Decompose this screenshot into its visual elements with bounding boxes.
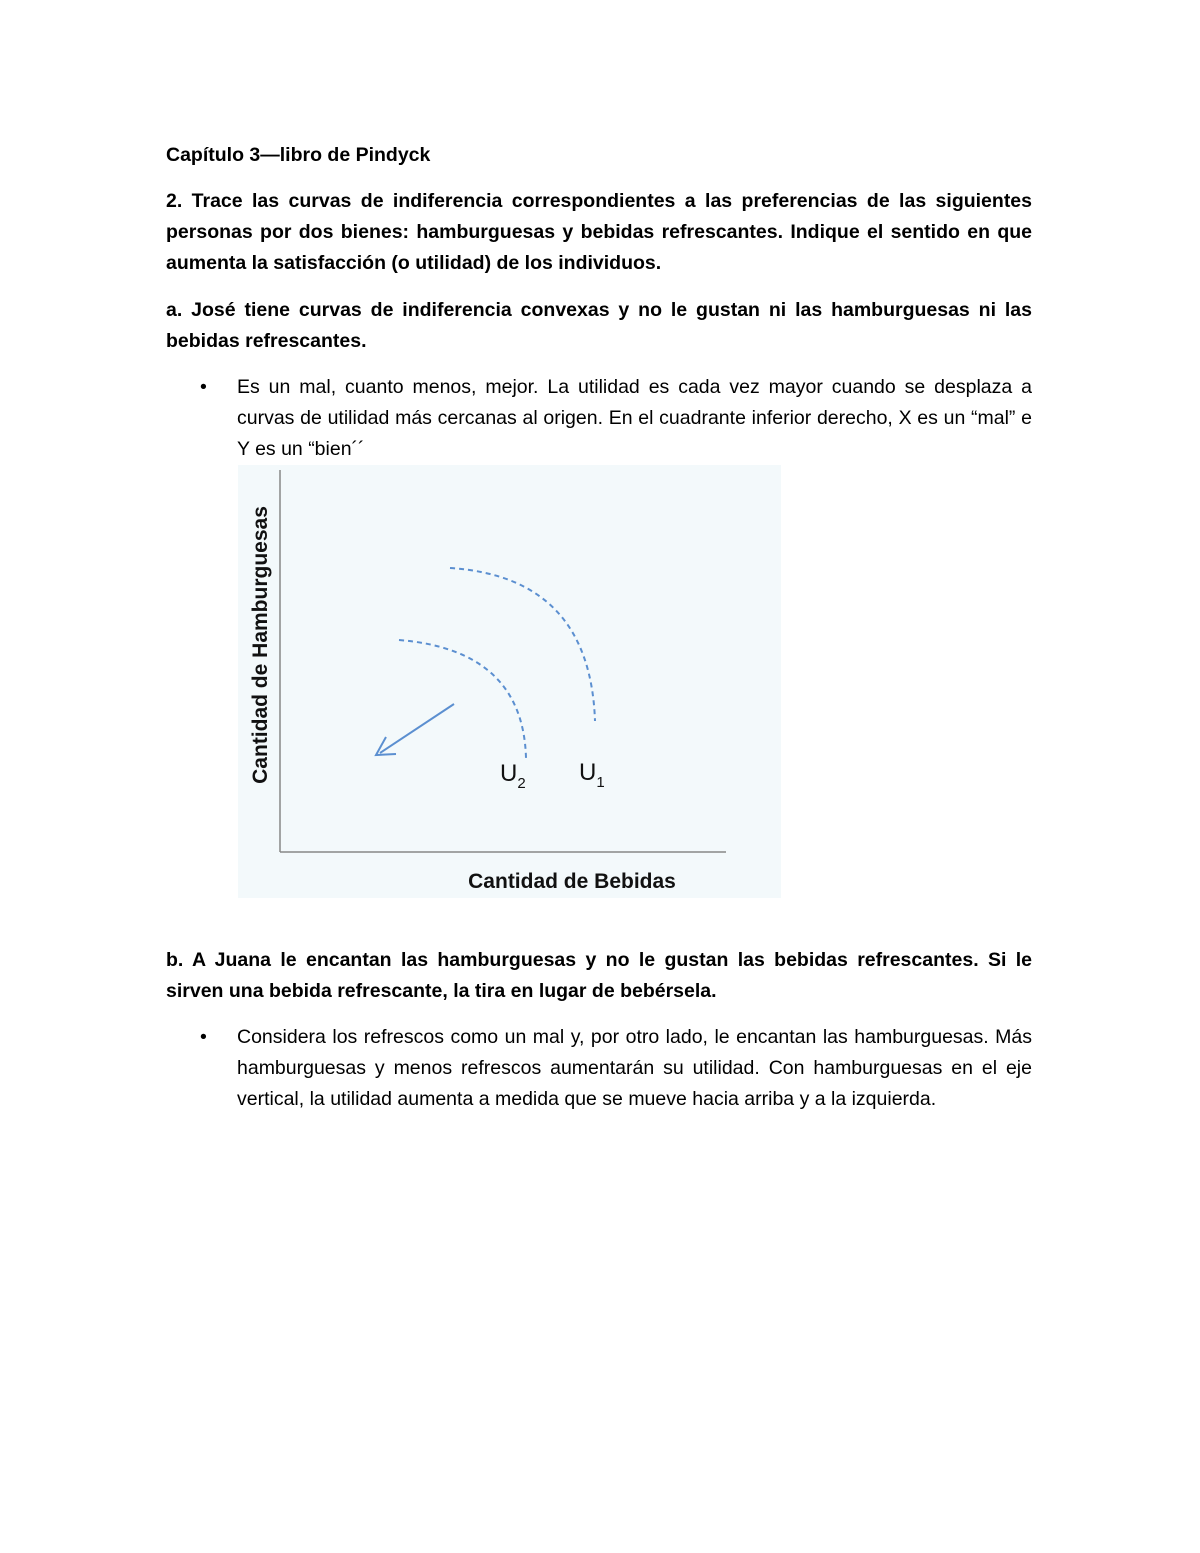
figure-canvas (238, 465, 781, 898)
label-u1-letter: U (579, 759, 597, 786)
indifference-curves-figure (238, 465, 781, 898)
question-2-text: 2. Trace las curvas de indiferencia correspondientes a las preferencias de las siguientes personas por dos bienes: hamburguesas y bebidas refrescantes. Indique el sentido en que aumenta la satisfacción (o utilidad) de los individuos. (166, 190, 1032, 274)
y-axis-label: Cantidad de Hamburguesas (249, 506, 272, 784)
part-b-question: b. A Juana le encantan las hamburguesas y no le gustan las bebidas refrescantes. Si le sirven una bebida refrescante, la tira en lugar de bebérsela. (166, 949, 1032, 1002)
utility-direction-arrow (380, 704, 454, 753)
chapter-heading: Capítulo 3—libro de Pindyck (166, 144, 431, 166)
bullet-marker: • (200, 376, 207, 398)
label-u1-sub: 1 (596, 774, 605, 791)
curve-u2 (399, 640, 526, 758)
label-u2-sub: 2 (517, 775, 526, 792)
label-u1 (579, 759, 605, 791)
curve-u1 (450, 568, 595, 721)
label-u2 (500, 760, 526, 792)
bullet-marker: • (200, 1026, 207, 1048)
part-a-answer: Es un mal, cuanto menos, mejor. La utilidad es cada vez mayor cuando se desplaza a curvas de utilidad más cercanas al origen. En el cuadrante inferior derecho, X es un “mal” e Y es un “bien´´ (237, 376, 1032, 460)
part-a-question: a. José tiene curvas de indiferencia convexas y no le gustan ni las hamburguesas ni las bebidas refrescantes. (166, 299, 1032, 352)
arrow-head-icon (376, 737, 396, 755)
part-b-answer: Considera los refrescos como un mal y, por otro lado, le encantan las hamburguesas. Más hamburguesas y menos refrescos aumentarán su utilidad. Con hamburguesas en el eje vertical, la utilidad aumenta a medida que se mueve hacia arriba y a la izquierda. (237, 1026, 1032, 1110)
x-axis-label: Cantidad de Bebidas (468, 870, 676, 893)
label-u2-letter: U (500, 760, 518, 787)
